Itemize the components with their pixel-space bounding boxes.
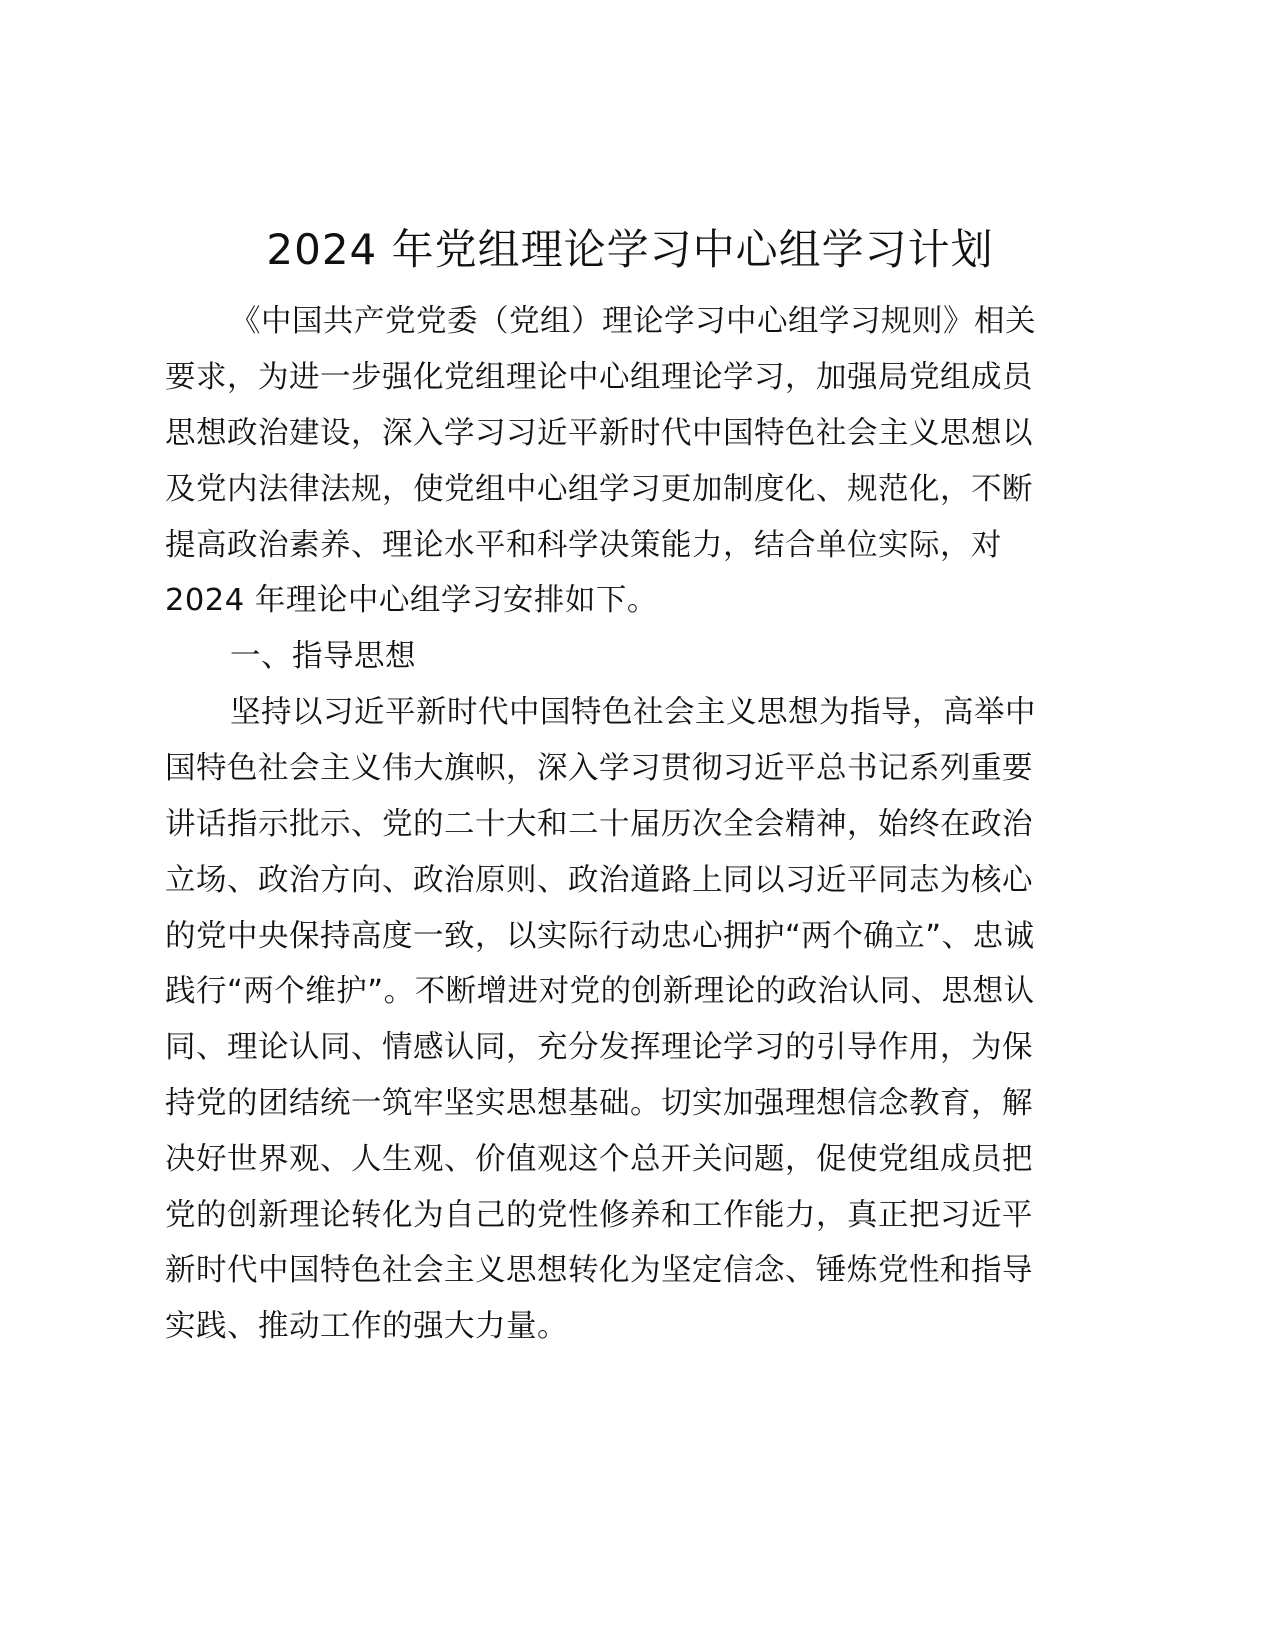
intro-line-2: 要求，为进一步强化党组理论中心组理论学习，加强局党组成员: [165, 360, 1033, 395]
section-1-line-2: 国特色社会主义伟大旗帜，深入学习贯彻习近平总书记系列重要: [165, 751, 1033, 786]
section-1-line-10: 党的创新理论转化为自己的党性修养和工作能力，真正把习近平: [165, 1198, 1033, 1233]
intro-line-5: 提高政治素养、理论水平和科学决策能力，结合单位实际，对: [165, 528, 1002, 563]
section-1-line-8: 持党的团结统一筑牢坚实思想基础。切实加强理想信念教育，解: [165, 1086, 1033, 1121]
section-1-line-12: 实践、推动工作的强大力量。: [165, 1309, 568, 1344]
section-1-line-3: 讲话指示批示、党的二十大和二十届历次全会精神，始终在政治: [165, 807, 1033, 842]
intro-line-1: 《中国共产党党委（党组）理论学习中心组学习规则》相关: [230, 304, 1036, 339]
intro-line-4: 及党内法律法规，使党组中心组学习更加制度化、规范化，不断: [165, 472, 1033, 507]
section-1-line-6: 践行“两个维护”。不断增进对党的创新理论的政治认同、思想认: [165, 974, 1035, 1009]
document-title: 2024 年党组理论学习中心组学习计划: [266, 225, 994, 274]
section-1-line-1: 坚持以习近平新时代中国特色社会主义思想为指导，高举中: [230, 695, 1036, 730]
section-1-line-5: 的党中央保持高度一致，以实际行动忠心拥护“两个确立”、忠诚: [165, 919, 1035, 954]
section-1-line-7: 同、理论认同、情感认同，充分发挥理论学习的引导作用，为保: [165, 1030, 1033, 1065]
section-1-line-4: 立场、政治方向、政治原则、政治道路上同以习近平同志为核心: [165, 863, 1033, 898]
intro-line-3: 思想政治建设，深入学习习近平新时代中国特色社会主义思想以: [165, 416, 1033, 451]
section-heading-guiding-thought: 一、指导思想: [230, 639, 416, 674]
section-1-line-11: 新时代中国特色社会主义思想转化为坚定信念、锤炼党性和指导: [165, 1253, 1033, 1288]
intro-line-6: 2024 年理论中心组学习安排如下。: [165, 583, 658, 618]
section-1-line-9: 决好世界观、人生观、价值观这个总开关问题，促使党组成员把: [165, 1142, 1033, 1177]
